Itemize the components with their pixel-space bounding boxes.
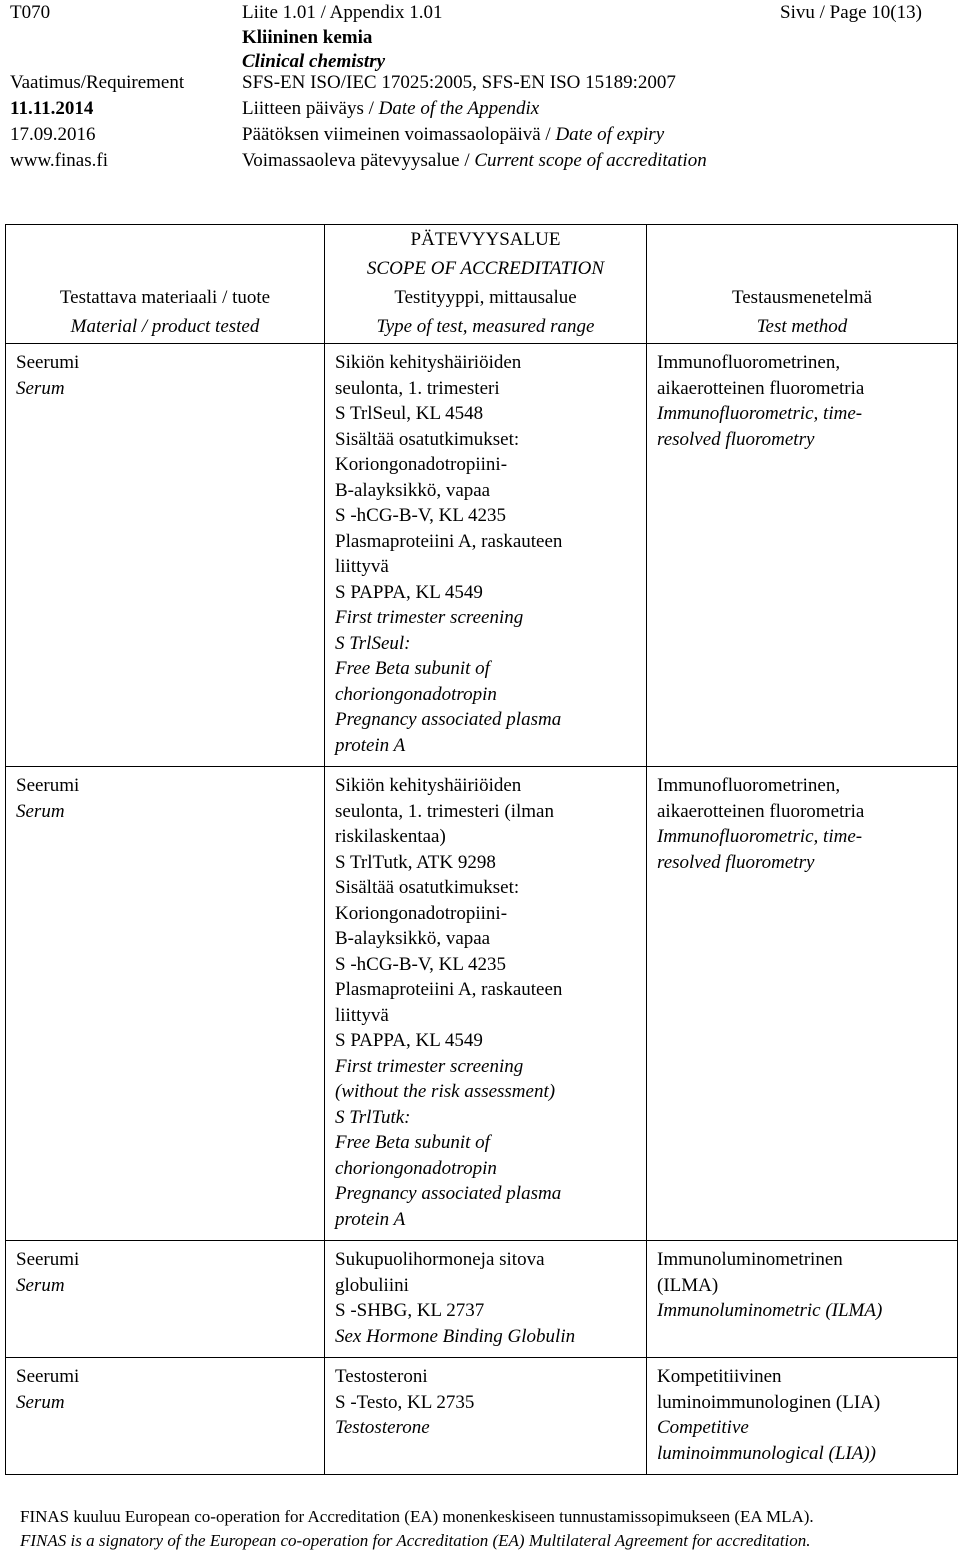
material-en: Serum — [16, 1274, 65, 1296]
test-line-fi: Plasmaproteiini A, raskauteen — [335, 530, 563, 552]
method-cell — [647, 1241, 958, 1358]
material-fi: Seerumi — [16, 1249, 80, 1270]
accreditation-table — [5, 224, 958, 1475]
test-line-fi: Sikiön kehityshäiriöiden — [335, 352, 522, 373]
appendix-date-label — [242, 96, 539, 122]
test-line-en: Testosterone — [335, 1417, 430, 1438]
test-line-fi: S PAPPA, KL 4549 — [335, 581, 483, 603]
method-line-en: Immunoluminometric (ILMA) — [657, 1300, 883, 1321]
department-fi: Kliininen kemia — [242, 27, 373, 48]
method-line-en: resolved fluorometry — [657, 428, 815, 450]
test-line-fi: S PAPPA, KL 4549 — [335, 1030, 483, 1051]
header-row-4 — [10, 70, 955, 96]
website: www.finas.fi — [10, 150, 108, 171]
header-material — [6, 225, 325, 344]
test-line-en: S TrlTutk: — [335, 1106, 411, 1128]
appendix-label: Liite 1.01 / Appendix 1.01 — [242, 2, 443, 23]
header-test-type — [325, 225, 647, 344]
test-line-en: First trimester screening — [335, 607, 524, 628]
appendix-date: 11.11.2014 — [10, 98, 94, 119]
test-line-fi: liittyvä — [335, 1004, 389, 1026]
test-line-fi: seulonta, 1. trimesteri (ilman — [335, 800, 554, 822]
method-line-en: luminoimmunological (LIA)) — [657, 1442, 877, 1464]
test-line-fi: seulonta, 1. trimesteri — [335, 377, 500, 399]
test-type-cell — [325, 1241, 647, 1358]
material-en: Serum — [16, 800, 65, 822]
test-line-fi: Sukupuolihormoneja sitova — [335, 1249, 545, 1270]
method-line-en: Competitive — [657, 1417, 749, 1438]
material-cell — [6, 1241, 325, 1358]
requirement-label: Vaatimus/Requirement — [10, 72, 185, 93]
test-line-fi: liittyvä — [335, 556, 389, 577]
requirement-value: SFS-EN ISO/IEC 17025:2005, SFS-EN ISO 15189:2007 — [242, 72, 676, 93]
header-row-6 — [10, 122, 955, 148]
expiry-date: 17.09.2016 — [10, 124, 96, 145]
test-line-fi: S TrlSeul, KL 4548 — [335, 403, 484, 424]
department-en: Clinical chemistry — [242, 51, 386, 72]
material-en: Serum — [16, 377, 65, 399]
test-line-en: Pregnancy associated plasma — [335, 709, 562, 730]
test-line-fi: S -hCG-B-V, KL 4235 — [335, 505, 507, 526]
method-line-fi: luminoimmunologinen (LIA) — [657, 1391, 881, 1413]
test-line-fi: S -SHBG, KL 2737 — [335, 1300, 485, 1321]
appendix-date-label-en: Date of the Appendix — [378, 98, 540, 119]
test-line-fi: S -Testo, KL 2735 — [335, 1391, 475, 1413]
test-type-cell — [325, 767, 647, 1241]
test-line-en: choriongonadotropin — [335, 1157, 497, 1179]
method-cell — [647, 344, 958, 767]
test-line-fi: S TrlTutk, ATK 9298 — [335, 851, 496, 873]
scope-label-fi: Voimassaoleva pätevyysalue / — [242, 150, 475, 171]
footer-fi: FINAS kuuluu European co-operation for Accreditation (EA) monenkeskiseen tunnustamissopimukseen (EA MLA). — [20, 1507, 814, 1526]
header-material-en: Material / product tested — [70, 316, 260, 337]
material-cell — [6, 1358, 325, 1475]
header-test-type-en: Type of test, measured range — [376, 316, 595, 337]
test-line-en: Free Beta subunit of — [335, 658, 490, 679]
test-line-fi: Testosteroni — [335, 1366, 428, 1387]
material-en: Serum — [16, 1391, 65, 1413]
test-line-fi: Koriongonadotropiini- — [335, 454, 508, 475]
test-type-cell — [325, 344, 647, 767]
header-test-type-fi: Testityyppi, mittausalue — [394, 287, 577, 308]
test-line-fi: Sisältää osatutkimukset: — [335, 877, 520, 898]
method-line-fi: (ILMA) — [657, 1274, 719, 1296]
expiry-date-label — [242, 122, 664, 148]
test-line-en: Sex Hormone Binding Globulin — [335, 1325, 576, 1347]
scope-title-fi: PÄTEVYYSALUE — [410, 229, 561, 250]
table-row — [6, 767, 958, 1241]
test-line-en: First trimester screening — [335, 1055, 524, 1077]
material-cell — [6, 344, 325, 767]
test-line-en: protein A — [335, 734, 406, 756]
table-header-row — [6, 225, 958, 344]
header-row-7 — [10, 148, 955, 174]
header-row-5 — [10, 96, 955, 122]
table-row — [6, 1358, 958, 1475]
method-line-fi: Immunoluminometrinen — [657, 1249, 843, 1270]
method-line-fi: Immunofluorometrinen, — [657, 352, 841, 373]
scope-label-en: Current scope of accreditation — [474, 150, 707, 171]
material-fi: Seerumi — [16, 1366, 80, 1387]
expiry-date-label-en: Date of expiry — [555, 124, 665, 145]
test-line-fi: Sikiön kehityshäiriöiden — [335, 775, 522, 796]
method-line-en: Immunofluorometric, time- — [657, 826, 863, 847]
material-fi: Seerumi — [16, 775, 80, 796]
test-line-fi: Plasmaproteiini A, raskauteen — [335, 979, 563, 1000]
test-line-fi: B-alayksikkö, vapaa — [335, 928, 491, 949]
method-line-fi: aikaerotteinen fluorometria — [657, 377, 865, 399]
test-line-fi: Koriongonadotropiini- — [335, 902, 508, 924]
footer-en: FINAS is a signatory of the European co-operation for Accreditation (EA) Multilateral Agreement for accreditation. — [20, 1531, 811, 1550]
test-line-en: choriongonadotropin — [335, 683, 497, 705]
expiry-date-label-fi: Päätöksen viimeinen voimassaolopäivä / — [242, 124, 556, 145]
header-method-en: Test method — [756, 316, 848, 337]
page-number: Sivu / Page 10(13) — [780, 2, 922, 23]
table-row — [6, 1241, 958, 1358]
table-row — [6, 344, 958, 767]
test-line-en: Pregnancy associated plasma — [335, 1183, 562, 1204]
test-line-en: (without the risk assessment) — [335, 1081, 556, 1102]
test-line-en: protein A — [335, 1208, 406, 1230]
material-cell — [6, 767, 325, 1241]
test-line-fi: riskilaskentaa) — [335, 826, 446, 847]
header-method — [647, 225, 958, 344]
test-line-fi: B-alayksikkö, vapaa — [335, 479, 491, 501]
material-fi: Seerumi — [16, 352, 80, 373]
header-material-fi: Testattava materiaali / tuote — [59, 287, 271, 308]
test-line-fi: S -hCG-B-V, KL 4235 — [335, 953, 507, 975]
method-line-fi: Immunofluorometrinen, — [657, 775, 841, 796]
method-line-fi: Kompetitiivinen — [657, 1366, 782, 1387]
method-cell — [647, 767, 958, 1241]
scope-title-en: SCOPE OF ACCREDITATION — [366, 258, 605, 279]
test-line-fi: globuliini — [335, 1274, 409, 1296]
method-line-fi: aikaerotteinen fluorometria — [657, 800, 865, 822]
method-cell — [647, 1358, 958, 1475]
appendix-date-label-fi: Liitteen päiväys / — [242, 98, 379, 119]
header-method-fi: Testausmenetelmä — [731, 287, 873, 308]
test-type-cell — [325, 1358, 647, 1475]
method-line-en: Immunofluorometric, time- — [657, 403, 863, 424]
header-row-1 — [10, 0, 955, 26]
scope-label — [242, 148, 707, 174]
method-line-en: resolved fluorometry — [657, 851, 815, 873]
test-line-en: S TrlSeul: — [335, 632, 411, 654]
test-line-en: Free Beta subunit of — [335, 1132, 490, 1153]
doc-code: T070 — [10, 2, 51, 23]
test-line-fi: Sisältää osatutkimukset: — [335, 428, 520, 450]
